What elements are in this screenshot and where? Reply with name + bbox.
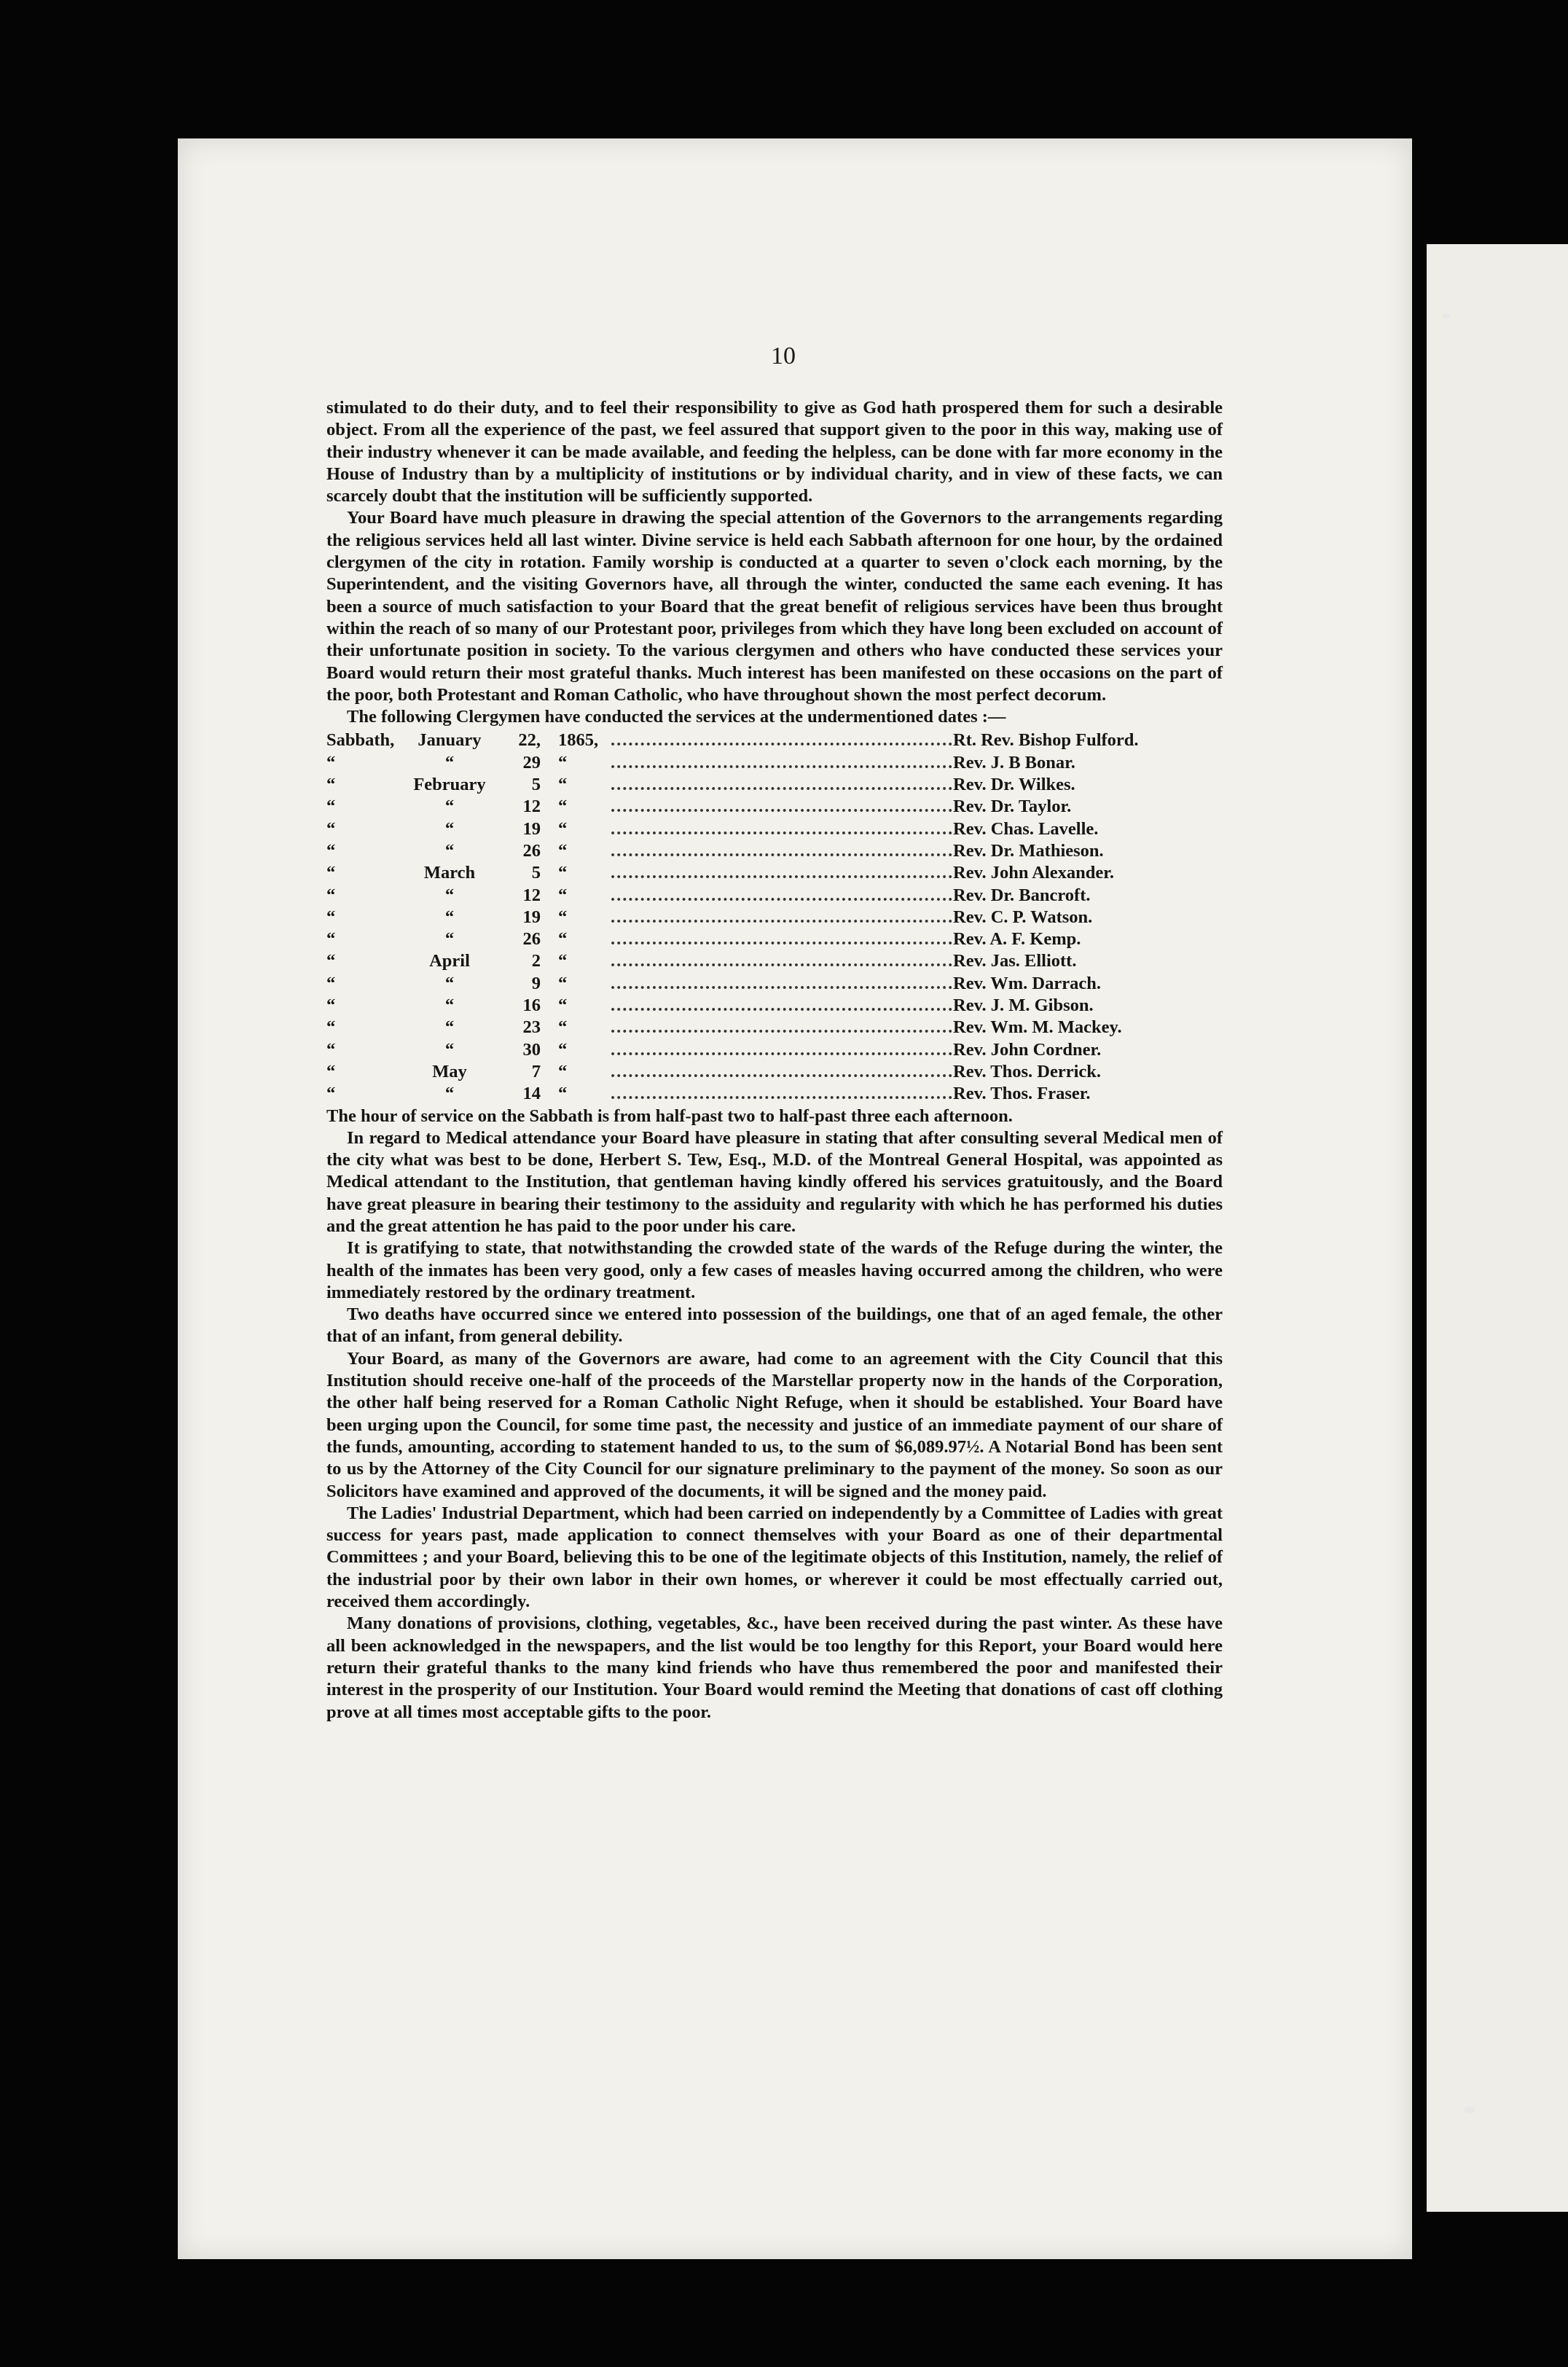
schedule-row	[326, 885, 1223, 907]
schedule-clergyman: Rev. J. B Bonar.	[953, 752, 1075, 772]
leader-dots	[611, 885, 953, 907]
schedule-year: “	[558, 840, 568, 861]
leader-dots	[611, 1083, 953, 1105]
schedule-day: “	[326, 840, 336, 861]
schedule-day: “	[326, 797, 336, 817]
schedule-year: “	[558, 1039, 568, 1060]
leader-dots	[611, 950, 953, 972]
schedule-day: “	[326, 885, 336, 905]
schedule-date: 2	[531, 951, 541, 971]
schedule-clergyman: Rev. C. P. Watson.	[953, 907, 1093, 927]
schedule-year: “	[558, 775, 568, 795]
schedule-clergyman: Rev. Dr. Wilkes.	[953, 775, 1075, 795]
schedule-row	[326, 907, 1223, 928]
schedule-month: “	[444, 907, 455, 927]
paragraph: Two deaths have occurred since we entered into possession of the buildings, one that of an aged female, the other that of an infant, from general debility.	[326, 1304, 1223, 1347]
paragraph: The hour of service on the Sabbath is from half-past two to half-past three each afternoon.	[326, 1106, 1013, 1126]
schedule-month: January	[418, 730, 482, 751]
schedule-day: “	[326, 995, 336, 1016]
schedule-year: “	[558, 752, 568, 772]
schedule-year: “	[558, 797, 568, 817]
schedule-year: “	[558, 1017, 568, 1038]
schedule-day: “	[326, 818, 336, 839]
adjacent-page-edge	[1427, 244, 1568, 2212]
schedule-row	[326, 862, 1223, 884]
leader-dots	[611, 995, 953, 1017]
schedule-clergyman: Rev. John Alexander.	[953, 863, 1114, 883]
schedule-day: “	[326, 1039, 336, 1060]
schedule-date: 19	[522, 818, 541, 839]
leader-dots	[611, 862, 953, 884]
document-body	[326, 397, 1223, 1724]
schedule-row	[326, 1083, 1223, 1105]
leader-dots	[611, 1061, 953, 1083]
leader-dots	[611, 729, 953, 751]
schedule-clergyman: Rev. John Cordner.	[953, 1039, 1102, 1060]
scan-speck	[1465, 2106, 1475, 2113]
schedule-clergyman: Rev. J. M. Gibson.	[953, 995, 1094, 1016]
schedule-year: “	[558, 907, 568, 927]
schedule-row	[326, 840, 1223, 862]
paragraph: In regard to Medical attendance your Board have pleasure in stating that after consulting several Medical men of the city what was best to be done, Herbert S. Tew, Esq., M.D. of the Montreal General Hospital, was appointed as Medical attendant to the Institution, that gentleman having kindly offered his services gratuitously, and the Board have great pleasure in bearing their testimony to the assiduity and regularity with which he has performed his duties and the great attention he has paid to the poor under his care.	[326, 1127, 1223, 1236]
schedule-row	[326, 995, 1223, 1017]
schedule-month: “	[444, 1084, 455, 1104]
schedule-day: “	[326, 775, 336, 795]
schedule-month: “	[444, 1039, 455, 1060]
schedule-date: 14	[522, 1084, 541, 1104]
leader-dots	[611, 774, 953, 796]
schedule-clergyman: Rev. Dr. Mathieson.	[953, 840, 1104, 861]
schedule-month: “	[444, 885, 455, 905]
schedule-day: “	[326, 1061, 336, 1081]
schedule-date: 9	[531, 973, 541, 993]
schedule-date: 12	[522, 797, 541, 817]
schedule-month: “	[444, 818, 455, 839]
schedule-date: 5	[531, 775, 541, 795]
schedule-year: 1865,	[558, 730, 599, 751]
paragraph: Your Board, as many of the Governors are aware, had come to an agreement with the City Council that this Institution should receive one-half of the proceeds of the Marstellar property now in the hands of the Corporation, the other half being reserved for a Roman Catholic Night Refuge, when it should be established. Your Board have been urging upon the Council, for some time past, the necessity and justice of an immediate payment of our share of the funds, amounting, according to statement handed to us, to the sum of $6,089.97½. A Notarial Bond has been sent to us by the Attorney of the City Council for our signature preliminary to the payment of the money. So soon as our Solicitors have examined and approved of the documents, it will be signed and the money paid.	[326, 1348, 1223, 1501]
schedule-date: 26	[522, 840, 541, 861]
schedule-clergyman: Rev. Dr. Taylor.	[953, 797, 1072, 817]
leader-dots	[611, 1039, 953, 1061]
schedule-year: “	[558, 818, 568, 839]
schedule-clergyman: Rev. Dr. Bancroft.	[953, 885, 1091, 905]
schedule-clergyman: Rev. Thos. Derrick.	[953, 1061, 1102, 1081]
schedule-row	[326, 774, 1223, 796]
schedule-month: May	[432, 1061, 467, 1081]
paragraph: stimulated to do their duty, and to feel their responsibility to give as God hath prospered them for such a desirable object. From all the experience of the past, we feel assured that support given to the poor in this way, making use of their industry whenever it can be made available, and feeding the helpless, can be done with far more economy in the House of Industry than by a multiplicity of institutions or by individual charity, and in view of these facts, we can scarcely doubt that the institution will be sufficiently supported.	[326, 398, 1223, 506]
schedule-date: 5	[531, 863, 541, 883]
schedule-day: “	[326, 1017, 336, 1038]
schedule-row	[326, 950, 1223, 972]
schedule-row	[326, 729, 1223, 751]
schedule-year: “	[558, 995, 568, 1016]
leader-dots	[611, 818, 953, 840]
schedule-date: 29	[522, 752, 541, 772]
leader-dots	[611, 928, 953, 950]
schedule-clergyman: Rev. Wm. M. Mackey.	[953, 1017, 1122, 1038]
schedule-year: “	[558, 929, 568, 950]
schedule-clergyman: Rev. Wm. Darrach.	[953, 973, 1101, 993]
leader-dots	[611, 796, 953, 818]
schedule-row	[326, 752, 1223, 774]
schedule-year: “	[558, 973, 568, 993]
schedule-month: April	[429, 951, 470, 971]
schedule-year: “	[558, 863, 568, 883]
schedule-row	[326, 796, 1223, 818]
paragraph: The Ladies' Industrial Department, which had been carried on independently by a Committee of Ladies with great success for years past, made application to connect themselves with your Board as one of their departmental Committees ; and your Board, believing this to be one of the legitimate objects of this Institution, namely, the relief of the industrial poor by their own labor in their own homes, or wherever it could be most effectually carried out, received them accordingly.	[326, 1503, 1223, 1612]
paragraph: The following Clergymen have conducted the services at the undermentioned dates :—	[347, 707, 1006, 727]
leader-dots	[611, 1017, 953, 1038]
schedule-day: “	[326, 951, 336, 971]
schedule-day: “	[326, 752, 336, 772]
schedule-date: 19	[522, 907, 541, 927]
schedule-month: “	[444, 752, 455, 772]
schedule-month: “	[444, 840, 455, 861]
page-number: 10	[771, 343, 796, 369]
schedule-year: “	[558, 1061, 568, 1081]
schedule-month: “	[444, 929, 455, 950]
schedule-year: “	[558, 1084, 568, 1104]
schedule-date: 26	[522, 929, 541, 950]
schedule-row	[326, 1017, 1223, 1038]
schedule-year: “	[558, 951, 568, 971]
schedule-day: “	[326, 863, 336, 883]
schedule-row	[326, 1061, 1223, 1083]
leader-dots	[611, 973, 953, 995]
schedule-day: “	[326, 973, 336, 993]
schedule-date: 7	[531, 1061, 541, 1081]
schedule-date: 22,	[518, 730, 541, 751]
schedule-month: February	[413, 775, 486, 795]
schedule-row	[326, 928, 1223, 950]
schedule-month: March	[423, 863, 476, 883]
schedule-month: “	[444, 797, 455, 817]
schedule-day: “	[326, 907, 336, 927]
schedule-date: 16	[522, 995, 541, 1016]
schedule-clergyman: Rev. Chas. Lavelle.	[953, 818, 1099, 839]
schedule-row	[326, 973, 1223, 995]
paragraph: It is gratifying to state, that notwithstanding the crowded state of the wards of the Refuge during the winter, the health of the inmates has been very good, only a few cases of measles having occurred among the children, who were immediately restored by the ordinary treatment.	[326, 1238, 1223, 1302]
scan-speck	[1443, 313, 1450, 319]
schedule-year: “	[558, 885, 568, 905]
paragraph: Many donations of provisions, clothing, vegetables, &c., have been received during the past winter. As these have all been acknowledged in the newspapers, and the list would be too lengthy for this Report, your Board would here return their grateful thanks to the many kind friends who have thus remembered the poor and manifested their interest in the prosperity of our Institution. Your Board would remind the Meeting that donations of cast off clothing prove at all times most acceptable gifts to the poor.	[326, 1613, 1223, 1722]
schedule-clergyman: Rev. A. F. Kemp.	[953, 929, 1081, 950]
schedule-month: “	[444, 1017, 455, 1038]
leader-dots	[611, 907, 953, 928]
schedule-clergyman: Rev. Thos. Fraser.	[953, 1084, 1091, 1104]
schedule-day: “	[326, 1084, 336, 1104]
schedule-row	[326, 1039, 1223, 1061]
schedule-clergyman: Rt. Rev. Bishop Fulford.	[953, 730, 1139, 751]
schedule-day: “	[326, 929, 336, 950]
leader-dots	[611, 840, 953, 862]
schedule-date: 30	[522, 1039, 541, 1060]
leader-dots	[611, 752, 953, 774]
schedule-date: 12	[522, 885, 541, 905]
schedule-date: 23	[522, 1017, 541, 1038]
schedule-row	[326, 818, 1223, 840]
paragraph: Your Board have much pleasure in drawing the special attention of the Governors to the arrangements regarding the religious services held all last winter. Divine service is held each Sabbath afternoon for one hour, by the ordained clergymen of the city in rotation. Family worship is conducted at a quarter to seven o'clock each morning, by the Superintendent, and the visiting Governors have, all through the winter, conducted the same each evening. It has been a source of much satisfaction to your Board that the great benefit of religious services have been thus brought within the reach of so many of our Protestant poor, privileges from which they have long been excluded on account of their unfortunate position in society. To the various clergymen and others who have conducted these services your Board would return their most grateful thanks. Much interest has been manifested on these occasions on the part of the poor, both Protestant and Roman Catholic, who have throughout shown the most perfect decorum.	[326, 508, 1223, 705]
schedule-month: “	[444, 995, 455, 1016]
schedule-day: Sabbath,	[326, 730, 395, 751]
clergy-schedule	[326, 729, 1223, 1105]
schedule-clergyman: Rev. Jas. Elliott.	[953, 951, 1077, 971]
schedule-month: “	[444, 973, 455, 993]
